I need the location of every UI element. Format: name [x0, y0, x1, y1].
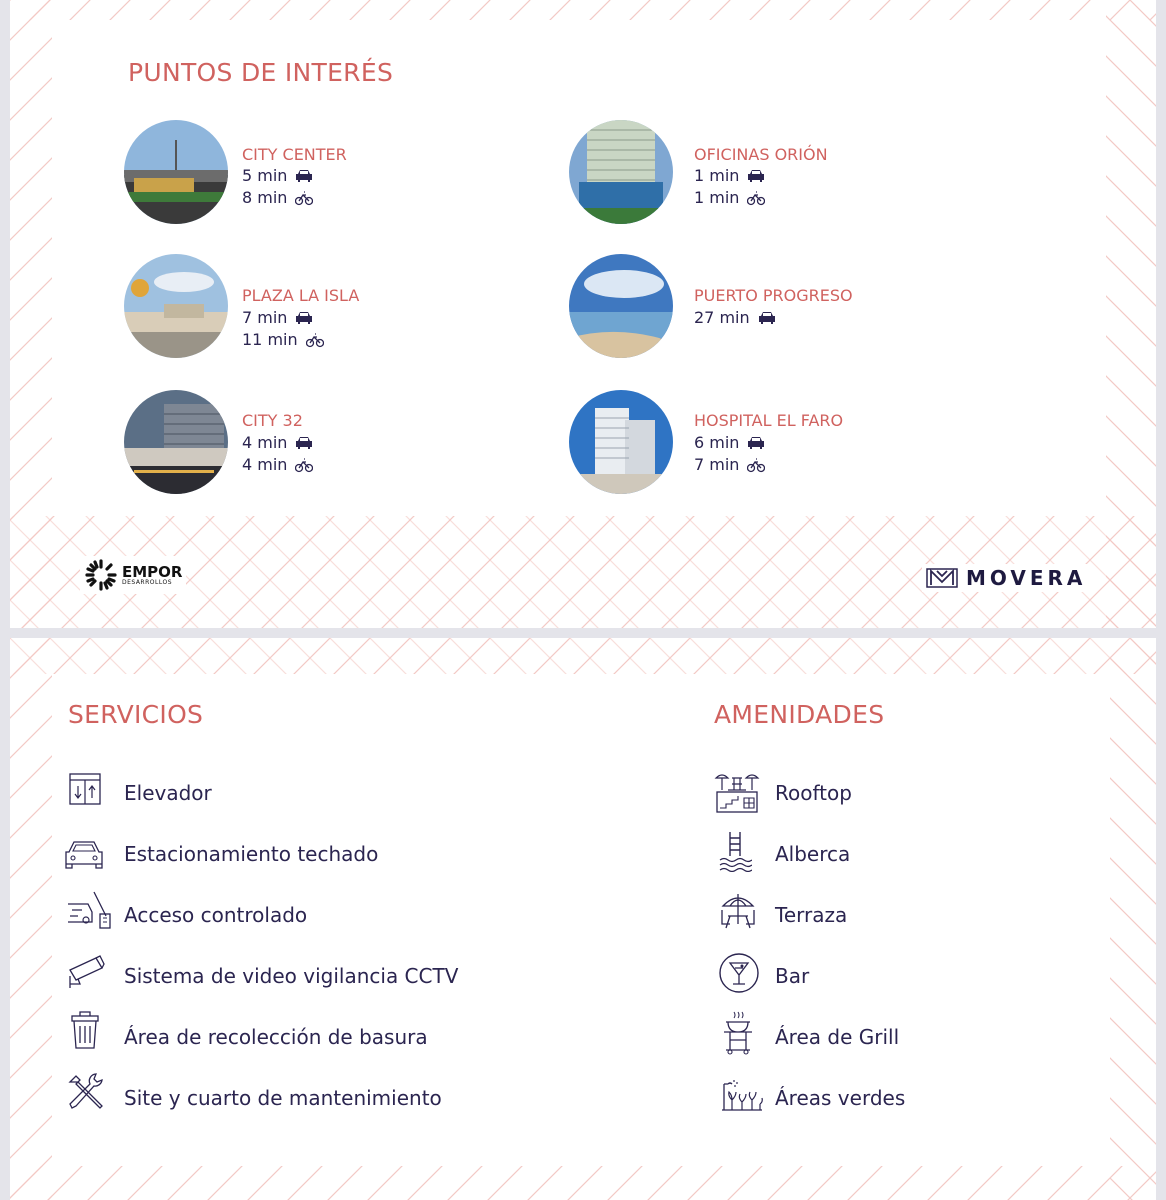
empor-name: EMPOR [122, 562, 183, 581]
amenity-label: Bar [775, 964, 810, 988]
movera-mark-icon [926, 568, 958, 588]
services-title: SERVICIOS [68, 700, 204, 729]
service-label: Acceso controlado [124, 903, 308, 927]
poi-title: PUNTOS DE INTERÉS [128, 58, 394, 87]
service-label: Sistema de video vigilancia CCTV [124, 964, 459, 988]
poi-car-time [242, 166, 313, 185]
empor-sub: DESARROLLOS [122, 578, 172, 586]
cctv-camera-icon [66, 954, 106, 990]
poi-bike-time [242, 188, 313, 207]
oficinas-orion-photo [569, 120, 673, 224]
poi-name: OFICINAS ORIÓN [694, 145, 828, 164]
bike-icon [295, 190, 313, 206]
car-time-text: 1 min [694, 166, 740, 185]
car-time-text: 6 min [694, 433, 740, 452]
car-icon [747, 436, 765, 450]
rooftop-icon [714, 770, 760, 814]
bike-icon [747, 190, 765, 206]
amenity-label: Rooftop [775, 781, 852, 805]
trash-bin-icon [70, 1010, 100, 1050]
poi-name: PUERTO PROGRESO [694, 286, 853, 305]
empor-logo [80, 556, 186, 594]
poi-car-time [694, 308, 776, 327]
car-time-text: 4 min [242, 433, 288, 452]
service-label: Área de recolección de basura [124, 1025, 428, 1049]
car-icon [758, 311, 776, 325]
bike-icon [306, 332, 324, 348]
city-32-photo [124, 390, 228, 494]
pool-ladder-icon [718, 830, 752, 872]
garden-icon [720, 1078, 764, 1112]
service-label: Elevador [124, 781, 212, 805]
movera-name: MOVERA [966, 566, 1087, 590]
access-gate-icon [66, 890, 112, 930]
cocktail-icon [718, 952, 760, 994]
plaza-la-isla-photo [124, 254, 228, 358]
poi-bike-time [242, 330, 324, 349]
grill-icon [722, 1010, 754, 1056]
bike-time-text: 7 min [694, 455, 740, 474]
amenity-label: Áreas verdes [775, 1086, 906, 1110]
movera-logo [922, 564, 1090, 592]
terrace-umbrella-icon [720, 890, 756, 930]
puerto-progreso-photo [569, 254, 673, 358]
poi-bike-time [694, 455, 765, 474]
poi-name: CITY CENTER [242, 145, 347, 164]
poi-bike-time [694, 188, 765, 207]
poi-name: CITY 32 [242, 411, 303, 430]
poi-car-time [694, 433, 765, 452]
amenity-label: Terraza [775, 903, 848, 927]
poi-car-time [694, 166, 765, 185]
poi-car-time [242, 308, 313, 327]
hospital-el-faro-photo [569, 390, 673, 494]
amenity-label: Área de Grill [775, 1025, 900, 1049]
points-of-interest-card [10, 0, 1156, 628]
tools-icon [66, 1072, 104, 1110]
car-time-text: 27 min [694, 308, 750, 327]
car-icon [295, 169, 313, 183]
poi-name: PLAZA LA ISLA [242, 286, 360, 305]
car-icon [295, 436, 313, 450]
amenity-label: Alberca [775, 842, 851, 866]
bike-time-text: 11 min [242, 330, 298, 349]
amenities-title: AMENIDADES [714, 700, 885, 729]
bike-icon [747, 457, 765, 473]
services-amenities-card [10, 638, 1156, 1200]
bike-icon [295, 457, 313, 473]
elevator-icon [68, 772, 102, 806]
car-icon [64, 838, 104, 870]
poi-bike-time [242, 455, 313, 474]
car-time-text: 7 min [242, 308, 288, 327]
car-icon [295, 311, 313, 325]
empor-burst-icon [84, 558, 118, 592]
city-center-photo [124, 120, 228, 224]
service-label: Estacionamiento techado [124, 842, 379, 866]
car-time-text: 5 min [242, 166, 288, 185]
car-icon [747, 169, 765, 183]
bike-time-text: 8 min [242, 188, 288, 207]
bike-time-text: 4 min [242, 455, 288, 474]
bike-time-text: 1 min [694, 188, 740, 207]
poi-name: HOSPITAL EL FARO [694, 411, 844, 430]
poi-car-time [242, 433, 313, 452]
service-label: Site y cuarto de mantenimiento [124, 1086, 442, 1110]
